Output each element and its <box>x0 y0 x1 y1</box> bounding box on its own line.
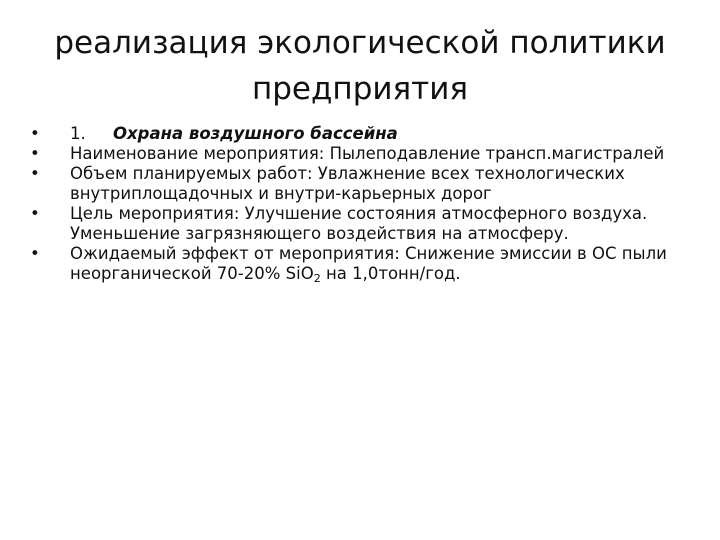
bullet-text-work-volume: Объем планируемых работ: Увлажнение всех технологических внутриплощадочных и внутри-карьерных дорог <box>70 164 625 203</box>
bullet-dot-icon: • <box>30 144 40 163</box>
slide-title <box>30 20 690 112</box>
item-number: 1. <box>70 124 86 143</box>
bullet-item <box>30 124 680 144</box>
effect-text-after: на 1,0тонн/год. <box>320 264 461 283</box>
bullet-item <box>30 204 680 244</box>
bullet-text-activity-name: Наименование мероприятия: Пылеподавление трансп.магистралей <box>70 144 665 163</box>
bullet-dot-icon: • <box>30 124 40 143</box>
bullet-item <box>30 244 680 284</box>
bullet-text-goal: Цель мероприятия: Улучшение состояния атмосферного воздуха. Уменьшение загрязняющего воздействия на атмосферу. <box>70 204 648 243</box>
bullet-item <box>30 144 680 164</box>
slide-title-line-2: предприятия <box>251 71 469 107</box>
bullet-text-effect <box>70 244 667 283</box>
subscript-2: 2 <box>313 272 321 285</box>
effect-text-before: Ожидаемый эффект от мероприятия: Снижение эмиссии в ОС пыли неорганической 70-20% SiO <box>70 244 667 283</box>
slide-title-line-1: реализация экологической политики <box>54 25 666 61</box>
bullet-list <box>30 124 680 284</box>
section-heading: Охрана воздушного бассейна <box>113 124 398 143</box>
bullet-dot-icon: • <box>30 204 40 223</box>
bullet-dot-icon: • <box>30 244 40 263</box>
bullet-item <box>30 164 680 204</box>
bullet-dot-icon: • <box>30 164 40 183</box>
